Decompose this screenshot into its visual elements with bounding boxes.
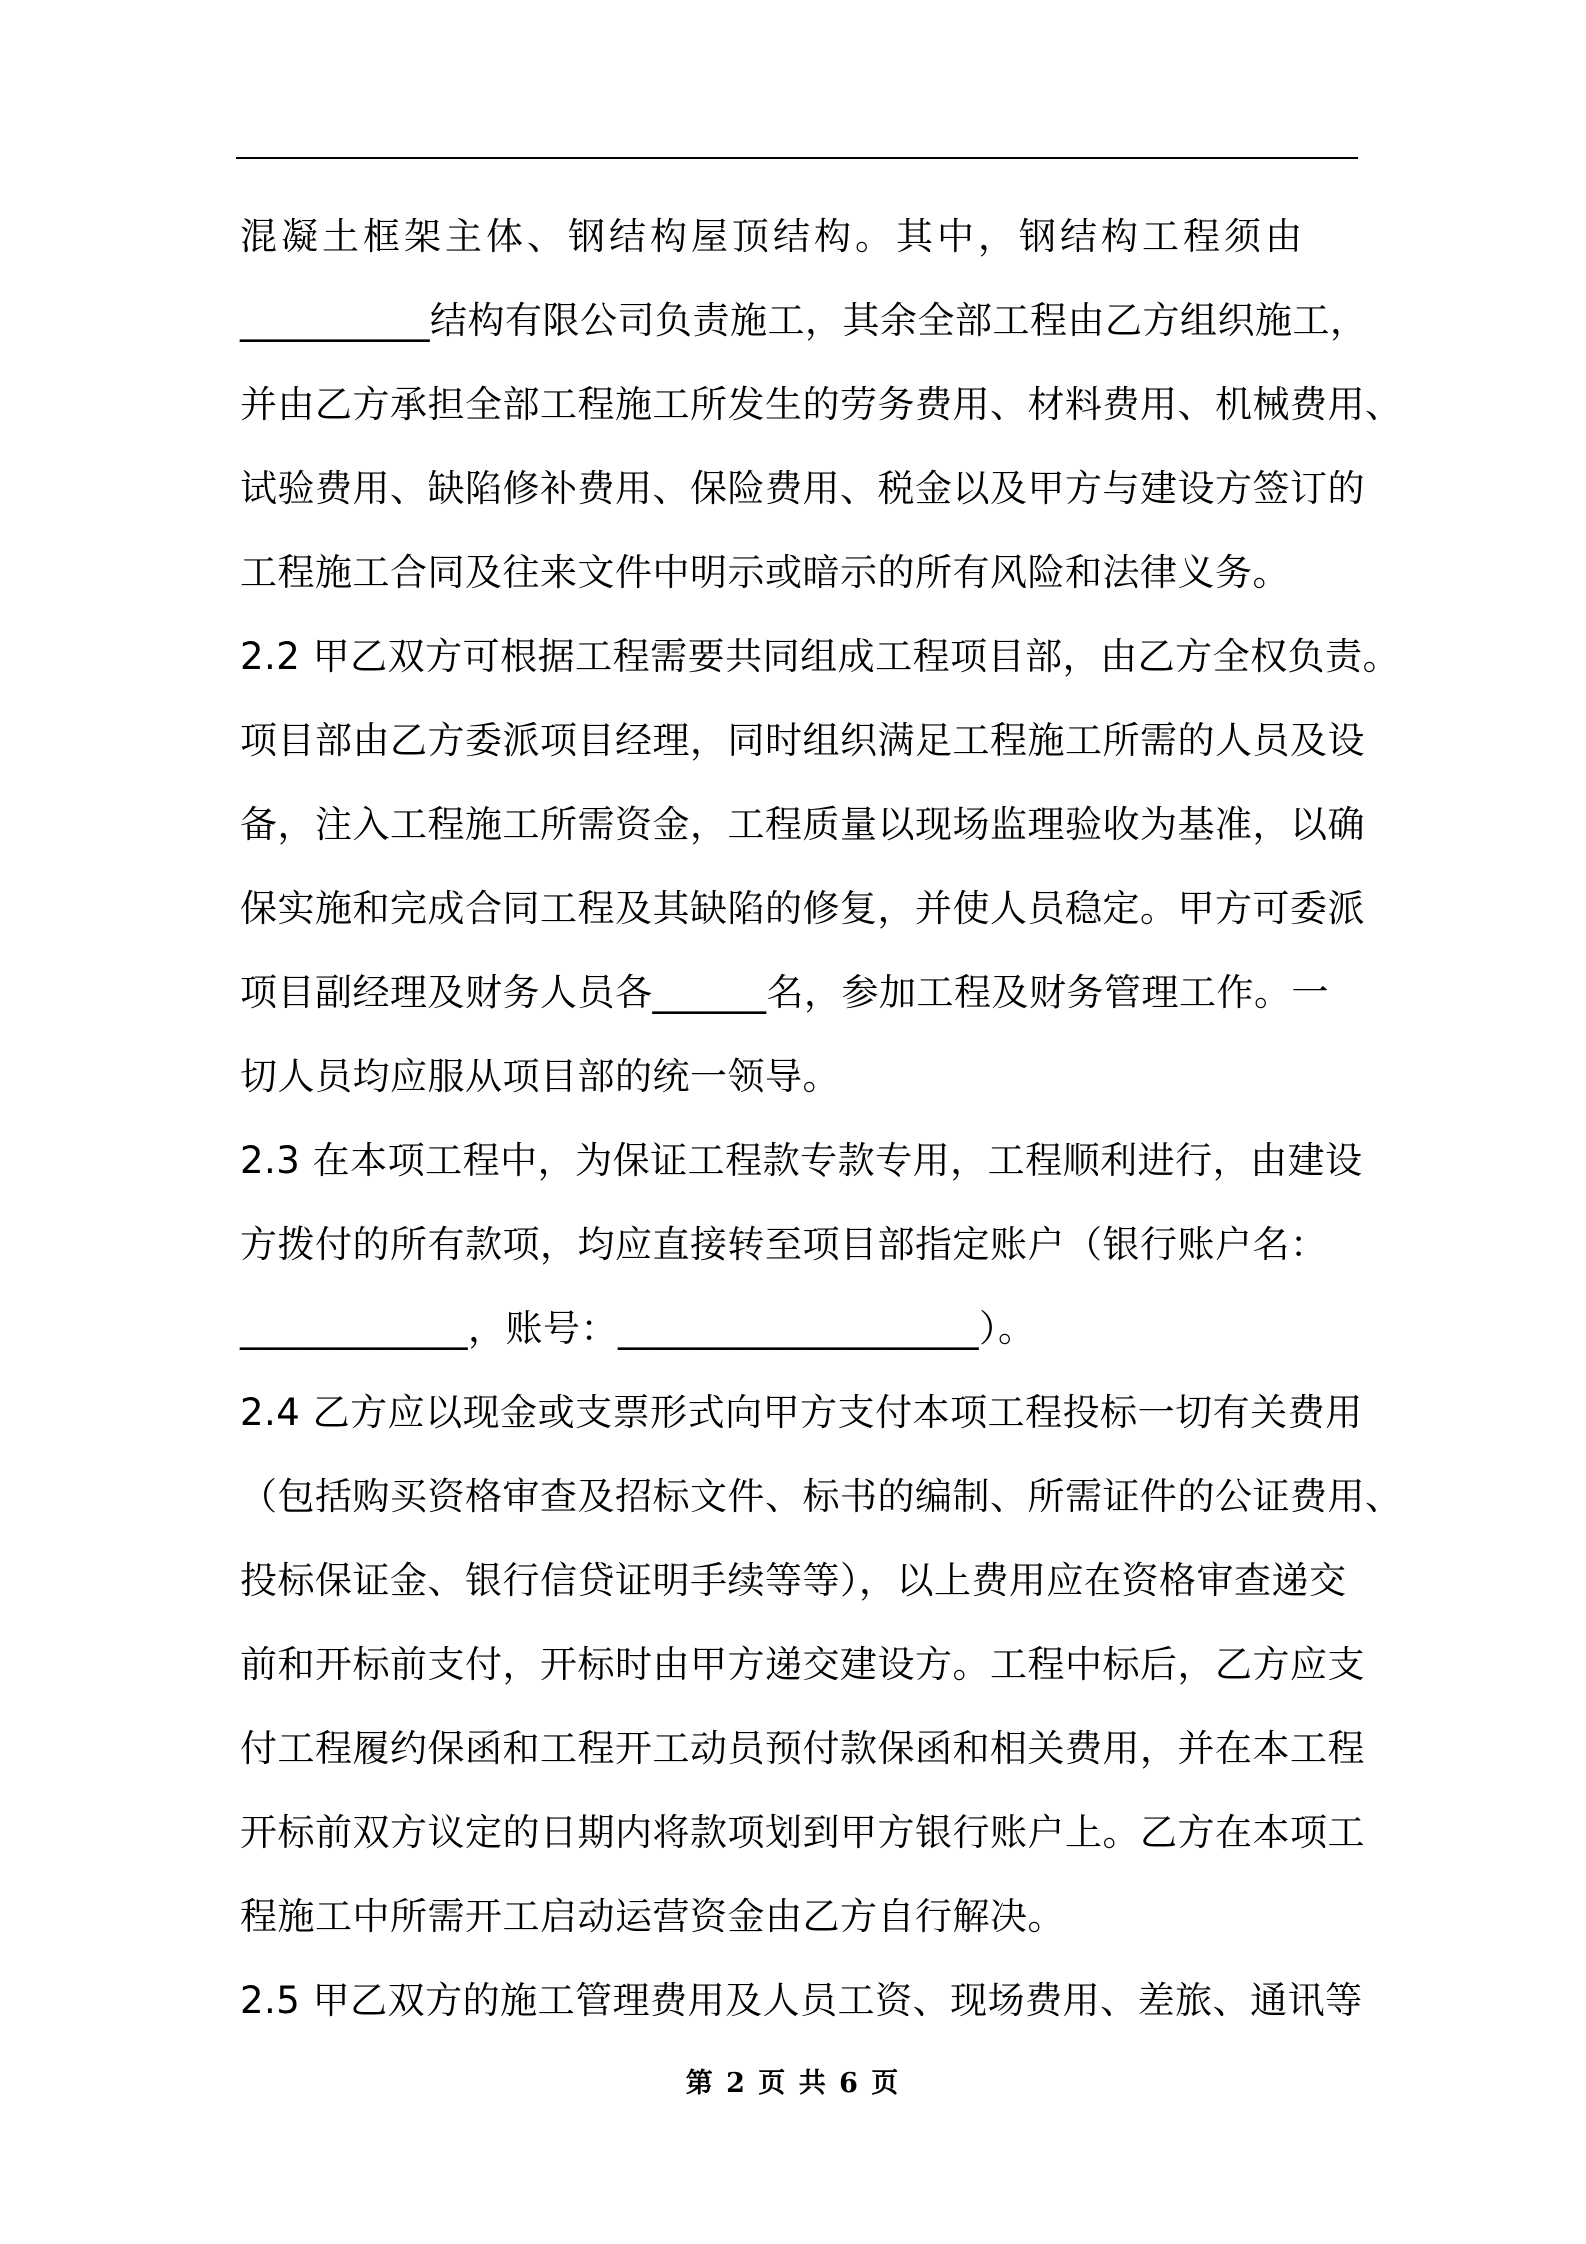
text-line: 方拨付的所有款项，均应直接转至项目部指定账户（银行账户名： xyxy=(240,1223,1328,1266)
text-line: 切人员均应服从项目部的统一领导。 xyxy=(240,1055,840,1098)
text-line: 项目副经理及财务人员各______名，参加工程及财务管理工作。一 xyxy=(240,971,1329,1014)
text-line: 试验费用、缺陷修补费用、保险费用、税金以及甲方与建设方签订的 xyxy=(240,467,1365,510)
text-line: 付工程履约保函和工程开工动员预付款保函和相关费用，并在本工程 xyxy=(240,1727,1365,1770)
text-line: 2.5 甲乙双方的施工管理费用及人员工资、现场费用、差旅、通讯等 xyxy=(240,1979,1363,2022)
text-line: 开标前双方议定的日期内将款项划到甲方银行账户上。乙方在本项工 xyxy=(240,1811,1365,1854)
text-line: 2.3 在本项工程中，为保证工程款专款专用，工程顺利进行，由建设 xyxy=(240,1139,1363,1182)
page-number-footer: 第 2 页 共 6 页 xyxy=(685,2068,901,2099)
text-line: 工程施工合同及往来文件中明示或暗示的所有风险和法律义务。 xyxy=(240,551,1290,594)
text-line: 程施工中所需开工启动运营资金由乙方自行解决。 xyxy=(240,1895,1065,1938)
text-line: 备，注入工程施工所需资金，工程质量以现场监理验收为基准，以确 xyxy=(240,803,1365,846)
text-line: 项目部由乙方委派项目经理，同时组织满足工程施工所需的人员及设 xyxy=(240,719,1365,762)
text-line: 2.4 乙方应以现金或支票形式向甲方支付本项工程投标一切有关费用 xyxy=(240,1391,1363,1434)
document-body xyxy=(240,195,1403,2043)
text-line: 2.2 甲乙双方可根据工程需要共同组成工程项目部，由乙方全权负责。 xyxy=(240,635,1401,678)
text-line: 投标保证金、银行信贷证明手续等等），以上费用应在资格审查递交 xyxy=(240,1559,1347,1602)
text-line: 并由乙方承担全部工程施工所发生的劳务费用、材料费用、机械费用、 xyxy=(240,383,1403,426)
text-line: 混凝土框架主体、钢结构屋顶结构。其中，钢结构工程须由 xyxy=(240,215,1306,258)
text-line: （包括购买资格审查及招标文件、标书的编制、所需证件的公证费用、 xyxy=(240,1475,1403,1518)
text-line: __________结构有限公司负责施工，其余全部工程由乙方组织施工， xyxy=(240,299,1368,342)
text-line: 保实施和完成合同工程及其缺陷的修复，并使人员稳定。甲方可委派 xyxy=(240,887,1365,930)
text-line: ____________，账号：___________________）。 xyxy=(240,1307,1036,1350)
text-line: 前和开标前支付，开标时由甲方递交建设方。工程中标后，乙方应支 xyxy=(240,1643,1365,1686)
header-rule xyxy=(236,157,1358,159)
